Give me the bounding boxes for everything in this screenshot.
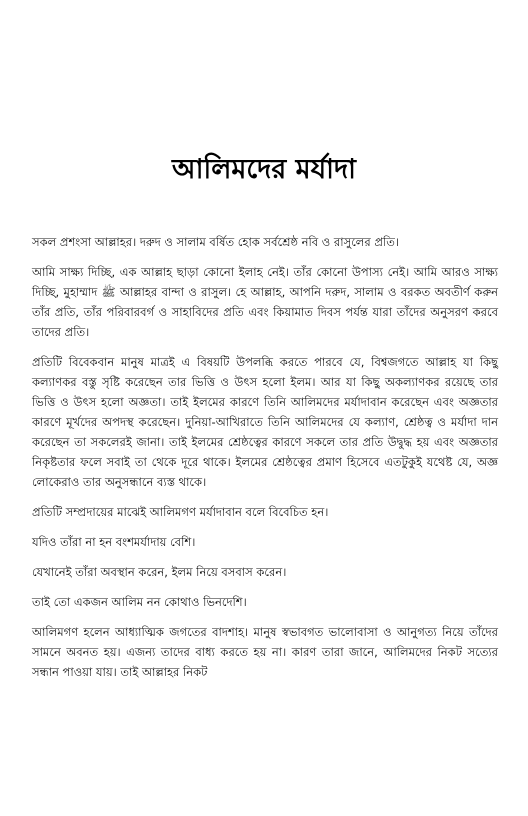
paragraph-intro: সকল প্রশংসা আল্লাহর। দরুদ ও সালাম বর্ষিত হোক সর্বশ্রেষ্ঠ নবি ও রাসুলের প্রতি। bbox=[32, 235, 399, 249]
verse-line-2: যদিও তাঁরা না হন বংশমর্যাদায় বেশি। bbox=[32, 535, 196, 549]
paragraph-testimony: আমি সাক্ষ্য দিচ্ছি, এক আল্লাহ ছাড়া কোনো ইলাহ নেই। তাঁর কোনো উপাস্য নেই। আমি আরও সাক্ষ্য দিচ্ছি, মুহাম্মাদ ﷺ আল্লাহর বান্দা ও রাসুল। হে আল্লাহ, আপনি দরুদ, সালাম ও বরকত অবতীর্ণ করুন তাঁর প্রতি, তাঁর পরিবারবর্গ ও সাহাবিদের প্রতি এবং কিয়ামাত দিবস পর্যন্ত যারা তাঁদের অনুসরণ করবে তাদের প্রতি। bbox=[32, 265, 499, 339]
verse-line-4: তাই তো একজন আলিম নন কোথাও ভিনদেশি। bbox=[32, 595, 247, 609]
verse-line-3: যেখানেই তাঁরা অবস্থান করেন, ইলম নিয়ে বসবাস করেন। bbox=[32, 565, 287, 579]
verse-line-1: প্রতিটি সম্প্রদায়ের মাঝেই আলিমগণ মর্যাদাবান বলে বিবেচিত হন। bbox=[32, 505, 329, 519]
body-text bbox=[32, 232, 498, 692]
paragraph-knowledge: প্রতিটি বিবেকবান মানুষ মাত্রই এ বিষয়টি উপলব্ধি করতে পারবে যে, বিশ্বজগতে আল্লাহ যা কিছু কল্যাণকর বস্তু সৃষ্টি করেছেন তার ভিত্তি ও উৎস হলো ইলম। আর যা কিছু অকল্যাণকর রয়েছে তার ভিত্তি ও উৎস হলো অজ্ঞতা। তাই ইলমের কারণে তিনি আলিমদের মর্যাদাবান করেছেন এবং অজ্ঞতার কারণে মূর্খদের অপদস্থ করেছেন। দুনিয়া-আখিরাতে তিনি আলিমদের যে কল্যাণ, শ্রেষ্ঠত্ব ও মর্যাদা দান করেছেন তা সকলেরই জানা। তাই ইলমের শ্রেষ্ঠত্বের কারণে সকলে তার প্রতি উদ্বুদ্ধ হয় এবং অজ্ঞতার নিকৃষ্টতার ফলে সবাই তা থেকে দূরে থাকে। ইলমের শ্রেষ্ঠত্বের প্রমাণ হিসেবে এতটুকুই যথেষ্ট যে, অজ্ঞ লোকেরাও তার অনুসন্ধানে ব্যস্ত থাকে। bbox=[32, 355, 498, 489]
chapter-title: আলিমদের মর্যাদা bbox=[171, 154, 356, 185]
paragraph-scholars: আলিমগণ হলেন আধ্যাত্মিক জগতের বাদশাহ। মানুষ স্বভাবগত ভালোবাসা ও আনুগত্য নিয়ে তাঁদের সামনে অবনত হয়। এজন্য তাদের বাধ্য করতে হয় না। কারণ তারা জানে, আলিমদের নিকট সত্যের সন্ধান পাওয়া যায়। তাই আল্লাহর নিকট bbox=[32, 625, 498, 679]
